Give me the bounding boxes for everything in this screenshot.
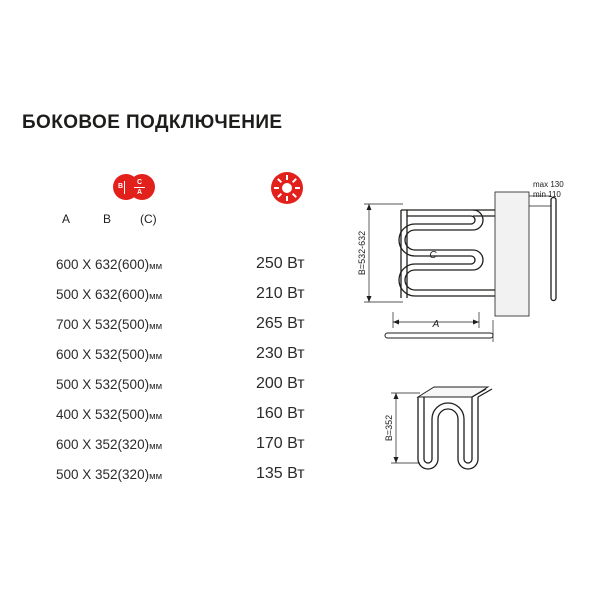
heat-icon-ray (277, 178, 282, 183)
label-c: C (429, 250, 437, 261)
abc-icon-label-b: B (118, 183, 124, 190)
abc-icon-vertical-divider (124, 181, 125, 194)
side-connection-perspective-view (380, 375, 560, 490)
abc-icon-horizontal-divider (134, 187, 145, 188)
abc-icon-label-c: C (137, 179, 143, 186)
table-row (56, 375, 356, 405)
row-size: 500 X 352(320)мм (56, 467, 163, 482)
table-row (56, 285, 356, 315)
dim-b-352: B=352 (384, 414, 394, 442)
row-size: 600 X 532(500)мм (56, 347, 163, 362)
side-connection-front-view (355, 170, 585, 355)
column-header-c: (C) (140, 212, 157, 226)
table-row (56, 345, 356, 375)
heat-output-icon (271, 172, 303, 204)
row-size: 500 X 632(600)мм (56, 287, 163, 302)
heat-icon-ray (277, 193, 282, 198)
table-row (56, 465, 356, 495)
row-power: 230 Вт (256, 345, 305, 362)
heat-icon-ray (286, 175, 288, 180)
dim-min-110: min 110 (533, 190, 561, 199)
table-row (56, 255, 356, 285)
dim-b-532-632: B=532-632 (357, 230, 367, 276)
row-power: 265 Вт (256, 315, 305, 332)
row-power: 210 Вт (256, 285, 305, 302)
row-size: 700 X 532(500)мм (56, 317, 163, 332)
heat-icon-ray (292, 193, 297, 198)
row-size: 600 X 352(320)мм (56, 437, 163, 452)
row-power: 170 Вт (256, 435, 305, 452)
row-power: 135 Вт (256, 465, 305, 482)
column-header-a: A (62, 212, 71, 226)
table-row (56, 315, 356, 345)
heat-icon-ray (295, 187, 300, 189)
row-power: 200 Вт (256, 375, 305, 392)
table-row (56, 405, 356, 435)
abc-connection-icon (113, 174, 157, 204)
page-title: БОКОВОЕ ПОДКЛЮЧЕНИЕ (22, 112, 283, 133)
abc-icon-label-a: A (137, 189, 143, 196)
heat-icon-ray (274, 187, 279, 189)
row-power: 250 Вт (256, 255, 305, 272)
column-header-b: B (103, 212, 112, 226)
heat-icon-ray (292, 178, 297, 183)
heat-icon-ray (286, 196, 288, 201)
row-power: 160 Вт (256, 405, 305, 422)
dim-a: A (432, 319, 440, 330)
heat-icon-core (282, 183, 292, 193)
row-size: 400 X 532(500)мм (56, 407, 163, 422)
row-size: 600 X 632(600)мм (56, 257, 163, 272)
dim-max-130: max 130 (533, 180, 564, 189)
row-size: 500 X 532(500)мм (56, 377, 163, 392)
specifications-table (56, 255, 356, 495)
table-row (56, 435, 356, 465)
